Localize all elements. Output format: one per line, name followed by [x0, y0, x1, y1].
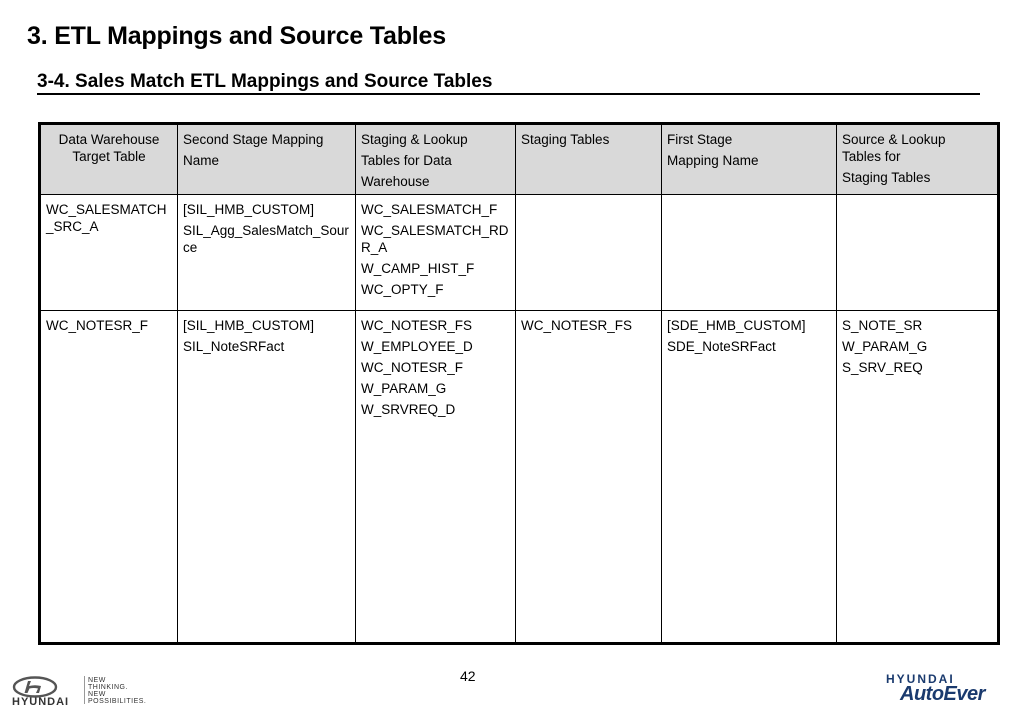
autoever-logo: [880, 672, 1016, 708]
header-staging-lookup: Staging & Lookup Tables for Data Warehouse: [356, 124, 516, 195]
hyundai-emblem-icon: [12, 676, 58, 698]
cell-staging-lookup: WC_SALESMATCH_F WC_SALESMATCH_RDR_A W_CAMP_HIST_F WC_OPTY_F: [356, 195, 516, 311]
table-row: [40, 311, 999, 644]
cell-first-stage: [662, 195, 837, 311]
cell-staging-lookup: WC_NOTESR_FS W_EMPLOYEE_D WC_NOTESR_F W_PARAM_G W_SRVREQ_D: [356, 311, 516, 644]
logo-tagline: NEW THINKING. NEW POSSIBILITIES.: [88, 677, 147, 705]
hyundai-wordmark: HYUNDAI: [12, 696, 70, 708]
header-first-stage: First Stage Mapping Name: [662, 124, 837, 195]
header-source-lookup: Source & Lookup Tables for Staging Tables: [837, 124, 999, 195]
cell-staging-tables: WC_NOTESR_FS: [516, 311, 662, 644]
cell-source-lookup: S_NOTE_SR W_PARAM_G S_SRV_REQ: [837, 311, 999, 644]
hyundai-logo: [12, 676, 147, 708]
cell-second-stage: [SIL_HMB_CUSTOM] SIL_NoteSRFact: [178, 311, 356, 644]
header-second-stage: Second Stage Mapping Name: [178, 124, 356, 195]
autoever-logo-bottom: AutoEver: [900, 683, 985, 705]
header-staging-tables: Staging Tables: [516, 124, 662, 195]
cell-staging-tables: [516, 195, 662, 311]
table-header-row: [40, 124, 999, 195]
page-number: 42: [460, 668, 476, 684]
cell-source-lookup: [837, 195, 999, 311]
logo-divider: [84, 676, 85, 704]
etl-mapping-table: [38, 122, 1000, 645]
page-title: 3. ETL Mappings and Source Tables: [27, 22, 446, 50]
cell-second-stage: [SIL_HMB_CUSTOM] SIL_Agg_SalesMatch_Source: [178, 195, 356, 311]
autoever-logo-top: HYUNDAI: [886, 672, 955, 686]
header-target-table: Data Warehouse Target Table: [40, 124, 178, 195]
cell-target: WC_NOTESR_F: [40, 311, 178, 644]
cell-target: WC_SALESMATCH_SRC_A: [40, 195, 178, 311]
cell-first-stage: [SDE_HMB_CUSTOM] SDE_NoteSRFact: [662, 311, 837, 644]
section-subtitle: 3-4. Sales Match ETL Mappings and Source Tables: [37, 72, 980, 95]
table-row: [40, 195, 999, 311]
